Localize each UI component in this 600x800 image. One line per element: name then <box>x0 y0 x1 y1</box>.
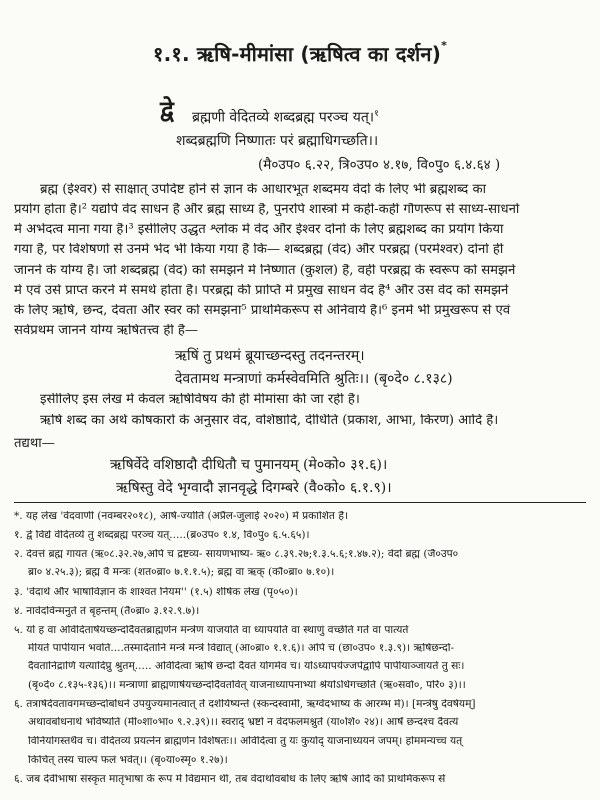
footnote-line: *. यह लेख 'वेदवाणी (नवम्बर२०१८), आर्ष-ज्योति (अप्रैल-जुलाई २०२०) में प्रकाशित है। <box>14 511 348 522</box>
para1-line: ब्रह्म (ईश्वर) से साक्षात् उपदिष्ट होने से ज्ञान के आधारभूत शब्दमय वेदों के लिए भी ब्रह्मशब्द का <box>40 183 486 197</box>
title-footnote-marker: * <box>441 39 448 53</box>
epigraph-line-1 <box>192 106 379 127</box>
footnote-line: ५. यो ह वा अविदितार्षेयच्छन्दोदैवतब्राह्मणेन मन्त्रेण याजयति वा ध्यापयति वा स्थाणुं वर्च्छति गर्ते वा पात्यते <box>14 625 409 636</box>
para1-line: प्रयोग होता है।² यद्यपि वेद साधन है और ब्रह्म साध्य है, पुनरपि शास्त्रों में कहीं-कहीं गौणरूप से साध्य-साधनों <box>14 203 520 217</box>
footnote-line: ६. जब देवीभाषा संस्कृत मातृभाषा के रूप में विद्यमान थी, तब वेदार्थावबोध के लिए ऋषि आदि को प्राथमिकरूप से <box>14 774 446 785</box>
para1-line: सर्वप्रथम जानने योग्य ऋषितत्त्व ही है— <box>14 324 199 338</box>
para2-line: ऋषि शब्द का अर्थ कोषकारों के अनुसार वेद, वशिष्ठादि, दीधिति (प्रकाश, आभा, किरण) आदि हैं। <box>40 414 499 428</box>
epigraph-initial-glyph: द्वे <box>160 95 174 124</box>
footnote-line: मीयते पापीयान भवति....तस्मादेतानि मन्त्रे मन्त्रे विद्यात् (आ०ब्रा० १.१.६)। अपि च (छा०उप० १.३.९)। ऋषिछन्दो- <box>28 643 455 654</box>
footnote-line: दैवतानिद्राणि यत्यादिप्रु श्रुतम्..... अविदित्वा ऋषिं छन्दो दैवतं योगमेव च। योऽध्यापयेज्जपेद्वापि पापीयाञ्जायते तु सः। <box>28 661 465 672</box>
para1-line: में एवं उसे प्राप्त करने में समर्थ होता है। परब्रह्म की प्राप्ति में प्रमुख साधन वेद है⁴ और उस वेद को समझने <box>14 284 509 298</box>
footnote-divider <box>14 502 586 503</box>
footnote-line: किंचित् तस्य चाल्पं फलं भवेत्।। (बृ०या०स्मृ० १.२७)। <box>28 755 228 766</box>
footnote-line: ४. नावेदविन्मनुते तं बृहन्तम् (तै०ब्रा० ३.१२.९.७)। <box>14 606 200 617</box>
verse3-line-2: ऋषिस्तु वेदे भृग्वादौ ज्ञानवृद्धे दिगम्बरे (वै०को० ६.१.९)। <box>116 480 392 496</box>
para1-line: गया है, पर विशेषणों से उनमें भेद भी किया गया है कि— शब्दब्रह्म (वेद) और परब्रह्म (परमेश्वर) दोनों ही <box>14 243 504 257</box>
footnote-line: २. देवत्तं ब्रह्म गायत (ऋ०८.३२.२७,अपि च द्रष्टव्य- सायणभाष्य- ऋ० ८.३९.२७;१.३.५.६;१.४७.२); वेदो ब्रह्म (जै०उप० <box>14 549 459 560</box>
epigraph-line-2: शब्दब्रह्मणि निष्णातः परं ब्रह्माधिगच्छति।। <box>176 133 379 149</box>
page-title <box>0 40 600 67</box>
epigraph-line-1-text: ब्रह्मणी वेदितव्ये शब्दब्रह्म परञ्च यत्। <box>192 109 375 126</box>
verse2-line-2: देवतामथ मन्त्राणां कर्मस्वेवमिति श्रुतिः।। (बृ०दे० ८.१३८) <box>175 371 453 387</box>
para2-line: इसीलिए इस लेख में केवल ऋषिविषय की ही मीमांसा की जा रही है। <box>40 393 360 407</box>
footnote-line: १. द्वे विद्ये वेदितव्ये तु शब्दब्रह्म परञ्च यत्.....(ब्र०उप० १.४, वि०पु० ६.५.६५)। <box>14 530 310 541</box>
epigraph-citation: (मै०उप० ६.२२, त्रि०उप० ४.१७, वि०पु० ६.४.६४ ) <box>258 157 501 173</box>
para1-line: में अभेदत्व माना गया है।³ इसीलिए उद्धृत श्लोक में वेद और ईश्वर दोनों के लिए ब्रह्मशब्द का प्रयोग किया <box>14 223 504 237</box>
footnote-line: अथावबोधनार्थ भविष्यति (मी०शा०भा० ९.२.३९)।। स्वराद् भ्रष्टो न वेदफलमश्नुते (या०शि० २४)। आर्षं छन्दश्च दैवत्यं <box>28 717 459 728</box>
footnote-line: ब्रा० ४.२५.३); ब्रह्म वै मन्त्रः (शत०ब्रा० ७.१.१.५); ब्रह्म वा ऋक् (कौ०ब्रा० ७.१०)। <box>28 567 335 578</box>
para2-line: तद्यथा— <box>14 437 55 451</box>
verse2-line-1: ऋषिं तु प्रथमं ब्रूयाच्छन्दस्तु तदनन्तरम्। <box>175 348 365 364</box>
footnote-line: विनियोगस्तथैव च। वेदितव्यं प्रयत्नेन ब्राह्मणेन विशेषतः।। अविदित्वा तु यः कुर्याद् याजनाध्ययनं जपम्। होममन्यच्च यत् <box>28 736 463 747</box>
para1-line: के लिए ऋषि, छन्द, देवता और स्वर को समझना⁵ प्राथमिकरूप से अनिवार्य है।⁶ इनमें भी प्रमुखरूप से एवं <box>14 304 511 318</box>
para1-line: जानने के योग्य हैं। जो शब्दब्रह्म (वेद) को समझने में निष्णात (कुशल) है, वही परब्रह्म के स्वरूप को समझने <box>14 264 516 278</box>
footnote-line: (बृ०दे० ८.१३५-१३६)।। मन्त्राणां ब्राह्मणार्षेयच्छन्दोदैवतवित् याजनाध्यापनाभ्यां श्रेयोऽधिगच्छति (ऋ०सर्वा०, परि० ३)।। <box>28 680 466 691</box>
footnote-line: ६. तत्रार्षदेवतावगमच्छन्दोबोधने उपयुज्यमानत्वात् ते दर्शयिष्यन्ते (स्कन्दस्वामी, ऋग्वेदभाष्य के आरम्भ में)। [मन्त्रेषु देवर्षयम्] <box>14 699 476 710</box>
footnote-line: ३. 'वेदार्थ और भाषाविज्ञान के शाश्वत नियम'' (१.५) शीर्षक लेख (पृ०५०)। <box>14 587 298 598</box>
epigraph-note-marker: १ <box>374 109 379 119</box>
title-text: १.१. ऋषि-मीमांसा (ऋषित्व का दर्शन) <box>152 42 442 66</box>
verse3-line-1: ऋषिर्वेदे वशिष्ठादौ दीधितौ च पुमानयम् (मे०को० ३१.६)। <box>110 457 388 473</box>
